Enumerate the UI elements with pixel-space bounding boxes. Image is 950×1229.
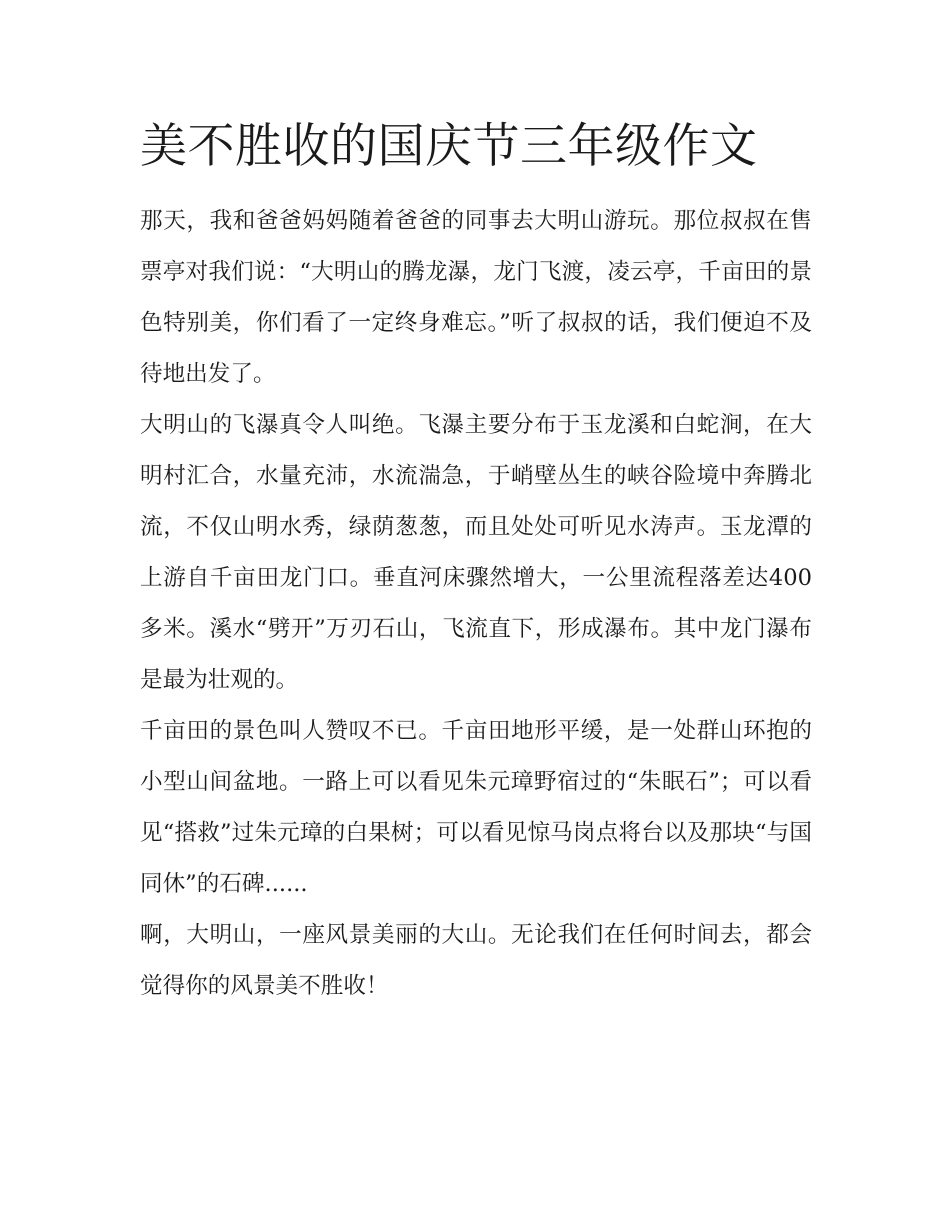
document-page <box>140 112 812 1012</box>
paragraph-waterfall: 大明山的飞瀑真令人叫绝。飞瀑主要分布于玉龙溪和白蛇涧，在大明村汇合，水量充沛，水流湍急，于峭壁丛生的峡谷险境中奔腾北流，不仅山明水秀，绿荫葱葱，而且处处可听见水涛声。玉龙潭的上游自千亩田龙门口。垂直河床骤然增大，一公里流程落差达400多米。溪水“劈开”万刃石山，飞流直下，形成瀑布。其中龙门瀑布是最为壮观的。 <box>140 412 812 693</box>
document-title: 美不胜收的国庆节三年级作文 <box>140 119 758 174</box>
paragraph-conclusion: 啊，大明山，一座风景美丽的大山。无论我们在任何时间去，都会觉得你的风景美不胜收！ <box>140 922 812 999</box>
paragraph-qianmutian: 千亩田的景色叫人赞叹不已。千亩田地形平缓，是一处群山环抱的小型山间盆地。一路上可以看见朱元璋野宿过的“朱眠石”；可以看见“搭救”过朱元璋的白果树；可以看见惊马岗点将台以及那块“与国同休”的石碑...... <box>140 718 812 897</box>
paragraph-intro: 那天，我和爸爸妈妈随着爸爸的同事去大明山游玩。那位叔叔在售票亭对我们说：“大明山的腾龙瀑，龙门飞渡，凌云亭，千亩田的景色特别美，你们看了一定终身难忘。”听了叔叔的话，我们便迫不及待地出发了。 <box>140 208 812 387</box>
